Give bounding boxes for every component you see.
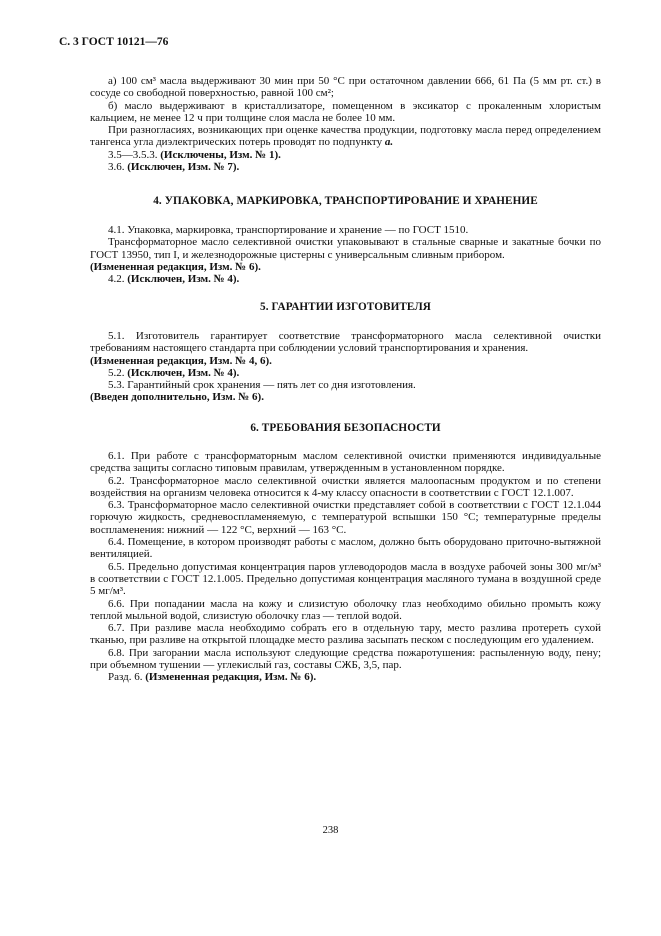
section-5-title: 5. ГАРАНТИИ ИЗГОТОВИТЕЛЯ [260, 301, 431, 313]
paragraph-5-1-note: (Измененная редакция, Изм. № 4, 6). [90, 354, 272, 367]
dispute-text: При разногласиях, возникающих при оценке качества продукции, подготовку масла перед определением тангенса угла диэлектрических потерь проводят по подпункту [90, 124, 601, 149]
paragraph-6-6: 6.6. При попадании масла на кожу и слизистую оболочку глаз необходимо обильно промыть кожу теплой мыльной водой, слизистую оболочку глаз — теплой водой. [90, 597, 601, 622]
section-6-title: 6. ТРЕБОВАНИЯ БЕЗОПАСНОСТИ [250, 422, 441, 434]
p36-number: 3.6. [108, 161, 128, 174]
paragraph-5-1: 5.1. Изготовитель гарантирует соответствие трансформаторного масла селективной очистки требованиям настоящего стандарта при соблюдении условий транспортирования и хранения. [90, 330, 601, 355]
paragraph-dispute [90, 124, 601, 149]
paragraph-4-1-b: Трансформаторное масло селективной очистки упаковывают в стальные сварные и закатные бочки по ГОСТ 13950, тип I, и железнодорожные цистерны с универсальным сливным прибором. [90, 236, 601, 261]
paragraph-6-8: 6.8. При загорании масла используют следующие средства пожаротушения: распыленную воду, пену; при объемном тушении — углекислый газ, составы СЖБ, 3,5, пар. [90, 646, 601, 672]
p6-note: (Измененная редакция, Изм. № 6). [145, 671, 317, 684]
paragraph-4-2 [90, 273, 601, 285]
p42-note: (Исключен, Изм. № 4). [127, 273, 240, 286]
p355-note: (Исключены, Изм. № 1). [160, 148, 281, 161]
paragraph-3-5 [90, 149, 601, 161]
paragraph-b: б) масло выдерживают в кристаллизаторе, помещенном в эксикатор с прокаленным хлористым кальцием, не менее 12 ч при толщине слоя масла не более 10 мм. [90, 99, 601, 124]
section-3-continuation [90, 75, 601, 173]
paragraph-3-6 [90, 161, 601, 173]
p6-number: Разд. 6. [108, 671, 146, 684]
paragraph-4-1-note: (Измененная редакция, Изм. № 6). [90, 260, 261, 273]
paragraph-6-1: 6.1. При работе с трансформаторным маслом селективной очистки применяются индивидуальные средства защиты согласно типовым правилам, утвержденным в установленном порядке. [90, 450, 601, 475]
paragraph-6-3: 6.3. Трансформаторное масло селективной очистки представляет собой в соответствии с ГОСТ 12.1.044 горючую жидкость, средневоспламеняемую, с температурой вспышки 150 °С; температурные пределы воспламенения: нижний — 122 °С, верхний — 163 °С. [90, 499, 601, 536]
paragraph-section-6-note [90, 671, 601, 683]
paragraph-a: а) 100 см³ масла выдерживают 30 мин при 50 °С при остаточном давлении 666, 61 Па (5 мм рт. ст.) в сосуде со свободной поверхностью, равной 100 см²; [90, 75, 601, 100]
section-4-body [90, 224, 601, 285]
dispute-ref: а. [384, 136, 394, 149]
p355-number: 3.5—3.5.3. [108, 148, 161, 161]
paragraph-6-2: 6.2. Трансформаторное масло селективной очистки является малоопасным продуктом и по степени воздействия на организм человека относится к 4-му классу опасности в соответствии с ГОСТ 12.1.007. [90, 474, 601, 499]
p42-number: 4.2. [108, 273, 128, 286]
page-header: С. 3 ГОСТ 10121—76 [59, 36, 169, 48]
paragraph-6-7: 6.7. При разливе масла необходимо собрать его в отдельную тару, место разлива протереть сухой тканью, при разливе на открытой площадке место разлива засыпать песком с последующим его удалением. [90, 622, 601, 647]
paragraph-6-5: 6.5. Предельно допустимая концентрация паров углеводородов масла в воздухе рабочей зоны 300 мг/м³ в соответствии с ГОСТ 12.1.005. Предельно допустимая концентрация масляного тумана в воздушной среде 5 мг/м³. [90, 560, 601, 598]
paragraph-4-1: 4.1. Упаковка, маркировка, транспортирование и хранение — по ГОСТ 1510. [108, 224, 469, 236]
paragraph-5-3: 5.3. Гарантийный срок хранения — пять лет со дня изготовления. [108, 379, 416, 392]
section-6-body [90, 450, 601, 684]
p36-note: (Исключен, Изм. № 7). [127, 161, 240, 174]
page-number: 238 [322, 825, 339, 836]
p52-number: 5.2. [108, 366, 128, 379]
p52-note: (Исключен, Изм. № 4). [127, 366, 240, 379]
section-5-body [90, 330, 601, 404]
section-4-title: 4. УПАКОВКА, МАРКИРОВКА, ТРАНСПОРТИРОВАНИЕ И ХРАНЕНИЕ [153, 195, 538, 207]
paragraph-5-2 [90, 367, 601, 379]
paragraph-5-3-note: (Введен дополнительно, Изм. № 6). [90, 391, 264, 404]
paragraph-6-4: 6.4. Помещение, в котором производят работы с маслом, должно быть оборудовано приточно-вытяжной вентиляцией. [90, 536, 601, 561]
